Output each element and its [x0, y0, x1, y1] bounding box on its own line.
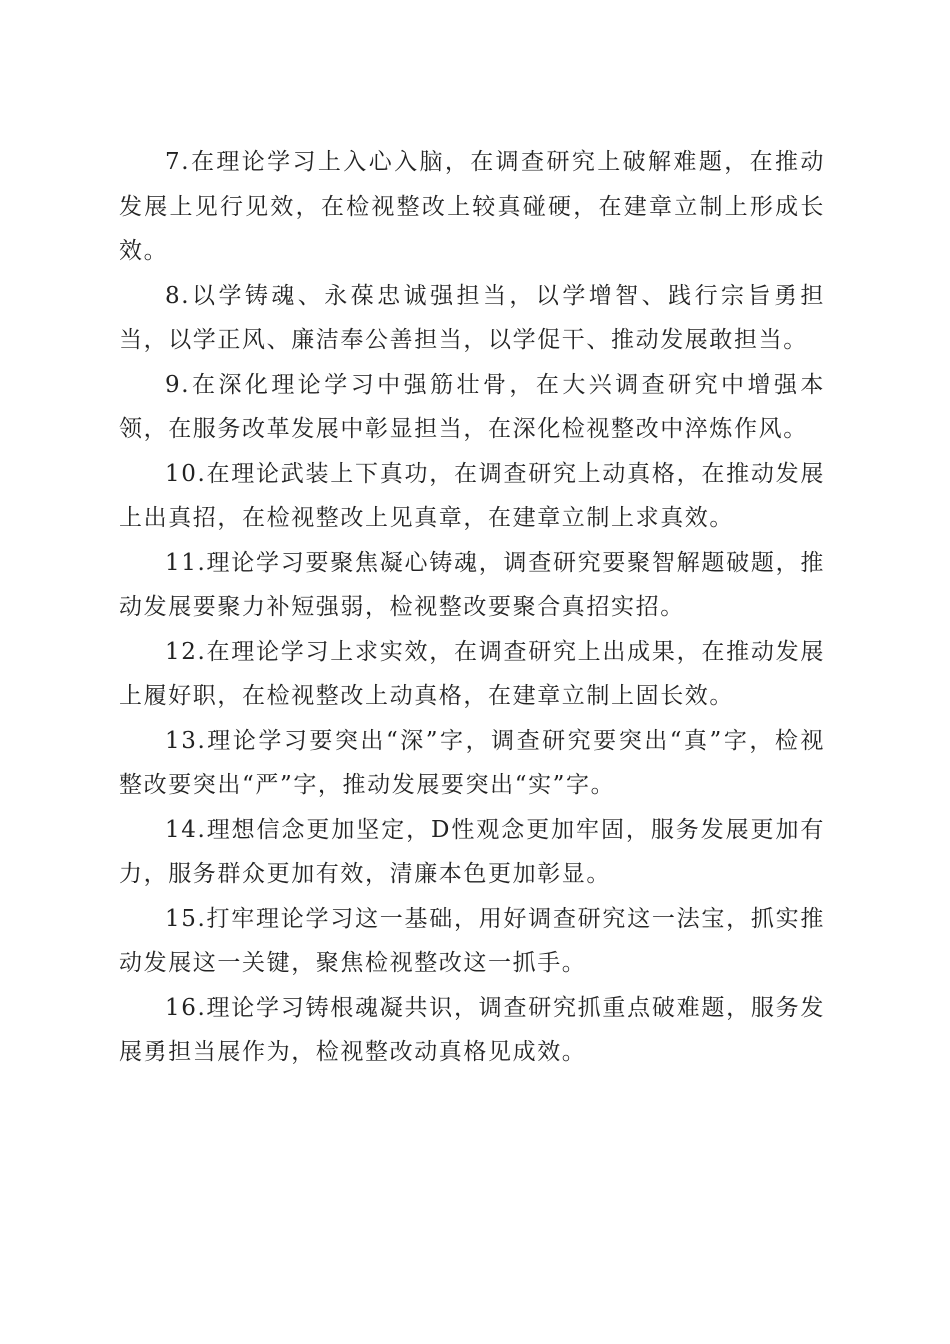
document-body: [119, 140, 825, 1075]
paragraph-15: 15.打牢理论学习这一基础，用好调查研究这一法宝，抓实推动发展这一关键，聚焦检视整改这一抓手。: [119, 905, 825, 976]
paragraph-13: 13.理论学习要突出“深”字，调查研究要突出“真”字，检视整改要突出“严”字，推动发展要突出“实”字。: [119, 727, 825, 798]
paragraph-10: 10.在理论武装上下真功，在调查研究上动真格，在推动发展上出真招，在检视整改上见真章，在建章立制上求真效。: [119, 460, 825, 531]
paragraph-16: 16.理论学习铸根魂凝共识，调查研究抓重点破难题，服务发展勇担当展作为，检视整改动真格见成效。: [119, 994, 825, 1065]
paragraph-8: 8.以学铸魂、永葆忠诚强担当，以学增智、践行宗旨勇担当，以学正风、廉洁奉公善担当，以学促干、推动发展敢担当。: [119, 282, 825, 353]
paragraph-12: 12.在理论学习上求实效，在调查研究上出成果，在推动发展上履好职，在检视整改上动真格，在建章立制上固长效。: [119, 638, 825, 709]
paragraph-11: 11.理论学习要聚焦凝心铸魂，调查研究要聚智解题破题，推动发展要聚力补短强弱，检视整改要聚合真招实招。: [119, 549, 825, 620]
paragraph-9: 9.在深化理论学习中强筋壮骨，在大兴调查研究中增强本领，在服务改革发展中彰显担当，在深化检视整改中淬炼作风。: [119, 371, 825, 442]
paragraph-7: 7.在理论学习上入心入脑，在调查研究上破解难题，在推动发展上见行见效，在检视整改上较真碰硬，在建章立制上形成长效。: [119, 149, 825, 264]
paragraph-14: 14.理想信念更加坚定，D性观念更加牢固，服务发展更加有力，服务群众更加有效，清廉本色更加彰显。: [119, 816, 825, 887]
